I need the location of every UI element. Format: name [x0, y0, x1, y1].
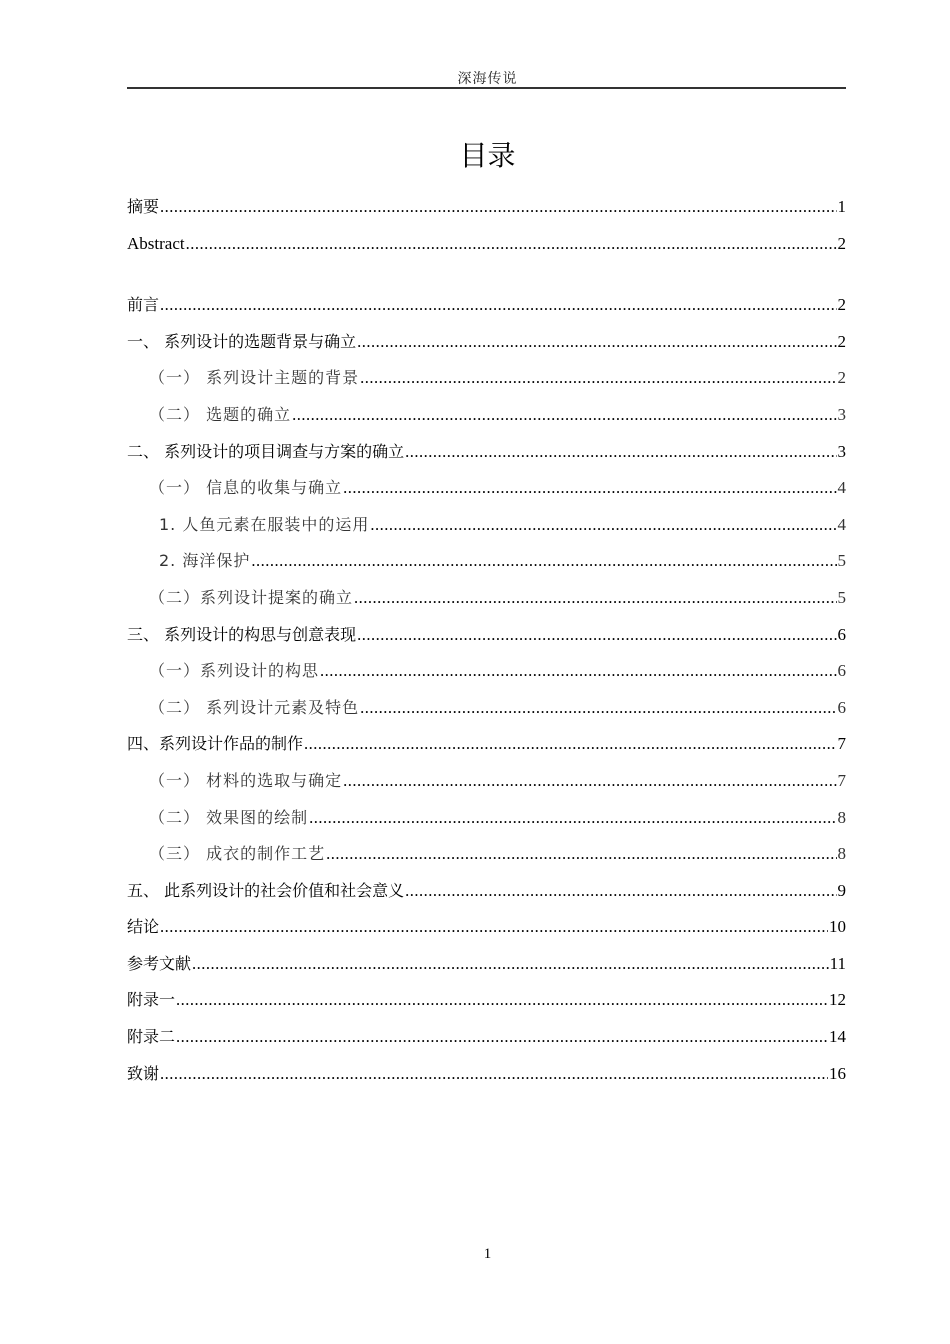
toc-entry-page: 9	[837, 880, 846, 900]
toc-entry-page: 4	[837, 478, 846, 498]
toc-entry-page: 2	[837, 368, 846, 388]
running-header: 深海传说	[457, 72, 518, 87]
dot-leader	[176, 982, 828, 1019]
toc-entry-page: 6	[837, 697, 846, 717]
dot-leader	[160, 1056, 828, 1093]
toc-entry[interactable]	[127, 909, 846, 946]
toc-entry-label: 致谢	[127, 1063, 160, 1083]
dot-leader	[354, 580, 836, 617]
toc-entry-label: （二） 系列设计元素及特色	[149, 697, 360, 717]
toc-entry-label: 三、 系列设计的构思与创意表现	[127, 624, 357, 644]
toc-entry-label: 四、系列设计作品的制作	[127, 734, 304, 754]
toc-entry-label: 附录二	[127, 1027, 176, 1047]
dot-leader	[160, 909, 828, 946]
toc-entry-page: 8	[837, 807, 846, 827]
toc-entry-label: （三） 成衣的制作工艺	[149, 844, 326, 864]
dot-leader	[292, 397, 836, 434]
toc-entry-label: 结论	[127, 917, 160, 937]
dot-leader	[370, 507, 836, 544]
toc-entry-page: 5	[837, 551, 846, 571]
toc-entry-label: （一）系列设计的构思	[149, 661, 320, 681]
toc-entry[interactable]	[127, 397, 846, 434]
toc-entry[interactable]	[127, 690, 846, 727]
toc-entry[interactable]	[127, 763, 846, 800]
dot-leader	[192, 946, 829, 983]
dot-leader	[326, 836, 836, 873]
toc-entry-label: 参考文献	[127, 953, 192, 973]
dot-leader	[357, 324, 836, 361]
dot-leader	[405, 873, 836, 910]
toc-entry[interactable]	[127, 726, 846, 763]
table-of-contents	[127, 189, 846, 1092]
toc-entry-page: 7	[837, 734, 846, 754]
toc-entry[interactable]	[127, 434, 846, 471]
toc-entry-label: 二、 系列设计的项目调查与方案的确立	[127, 441, 405, 461]
toc-entry[interactable]	[127, 982, 846, 1019]
toc-entry[interactable]	[127, 873, 846, 910]
dot-leader	[160, 287, 836, 324]
dot-leader	[357, 617, 836, 654]
toc-entry-label: （二） 选题的确立	[149, 404, 292, 424]
toc-entry-label: 2. 海洋保护	[159, 551, 251, 571]
toc-entry[interactable]	[127, 543, 846, 580]
toc-entry-page: 16	[829, 1063, 846, 1083]
toc-entry-label: 1. 人鱼元素在服装中的运用	[159, 514, 370, 534]
toc-entry-page: 2	[837, 331, 846, 351]
toc-entry-page: 1	[837, 197, 846, 216]
toc-entry[interactable]	[127, 800, 846, 837]
toc-entry[interactable]	[127, 653, 846, 690]
toc-entry-page: 3	[837, 441, 846, 461]
dot-leader	[176, 1019, 828, 1056]
toc-entry-page: 2	[837, 295, 846, 315]
toc-entry[interactable]	[127, 507, 846, 544]
toc-entry-page: 2	[837, 233, 846, 253]
dot-leader	[186, 226, 837, 263]
toc-entry-label: 前言	[127, 295, 160, 315]
toc-entry-page: 10	[829, 917, 846, 937]
toc-entry-page: 5	[837, 587, 846, 607]
toc-entry-page: 12	[829, 990, 846, 1010]
dot-leader	[320, 653, 836, 690]
dot-leader	[160, 189, 836, 226]
toc-entry-page: 6	[837, 624, 846, 644]
toc-entry-page: 11	[829, 953, 846, 973]
toc-entry-label: （一） 系列设计主题的背景	[149, 368, 360, 388]
toc-entry-label: （一） 材料的选取与确定	[149, 770, 343, 790]
dot-leader	[343, 470, 836, 507]
toc-entry-label: 附录一	[127, 990, 176, 1010]
toc-entry[interactable]	[127, 1056, 846, 1093]
dot-leader	[360, 690, 836, 727]
toc-entry-label: （二）系列设计提案的确立	[149, 587, 354, 607]
toc-entry[interactable]	[127, 617, 846, 654]
toc-entry-label: Abstract	[127, 233, 185, 253]
header-divider	[127, 87, 846, 89]
toc-entry-label: 五、 此系列设计的社会价值和社会意义	[127, 880, 405, 900]
toc-entry-label: 一、 系列设计的选题背景与确立	[127, 331, 357, 351]
dot-leader	[405, 434, 836, 471]
toc-entry[interactable]	[127, 324, 846, 361]
toc-entry-page: 4	[837, 514, 846, 534]
toc-entry-page: 8	[837, 844, 846, 864]
toc-entry[interactable]	[127, 287, 846, 324]
toc-entry[interactable]	[127, 189, 846, 226]
page-number: 1	[483, 1246, 492, 1262]
toc-entry-page: 7	[837, 770, 846, 790]
toc-entry-page: 3	[837, 404, 846, 424]
toc-entry[interactable]	[127, 470, 846, 507]
dot-leader	[360, 360, 836, 397]
dot-leader	[251, 543, 836, 580]
toc-entry[interactable]	[127, 1019, 846, 1056]
toc-entry-page: 14	[829, 1027, 846, 1047]
dot-leader	[343, 763, 836, 800]
dot-leader	[309, 800, 836, 837]
toc-entry[interactable]	[127, 946, 846, 983]
toc-entry[interactable]	[127, 836, 846, 873]
page-title: 目录	[459, 139, 516, 172]
toc-entry-label: （二） 效果图的绘制	[149, 807, 309, 827]
toc-entry-label: 摘要	[127, 197, 160, 216]
dot-leader	[304, 726, 836, 763]
toc-entry-label: （一） 信息的收集与确立	[149, 478, 343, 498]
toc-entry-page: 6	[837, 661, 846, 681]
toc-entry[interactable]	[127, 360, 846, 397]
toc-entry[interactable]	[127, 226, 846, 263]
toc-entry[interactable]	[127, 580, 846, 617]
